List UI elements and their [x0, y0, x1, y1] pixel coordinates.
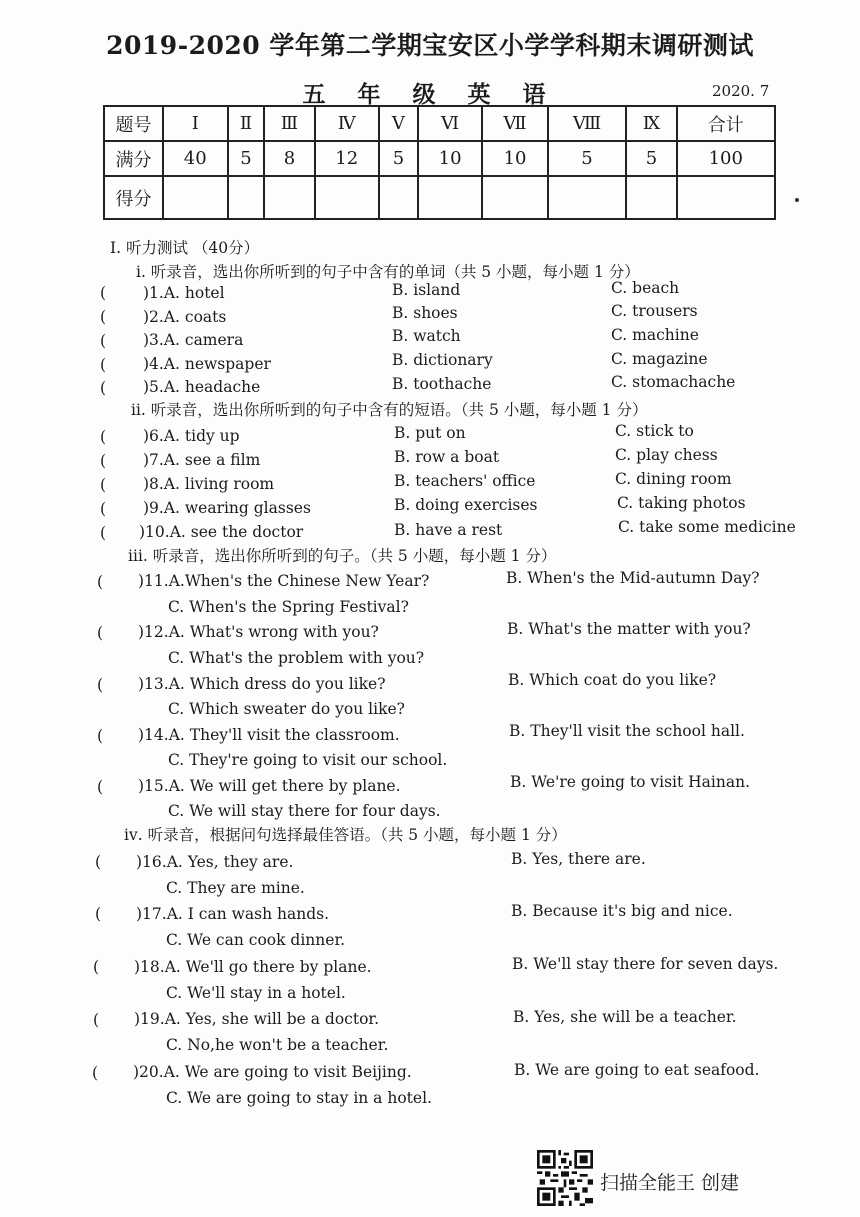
score-table-header-cell: Ⅳ [315, 106, 380, 141]
exam-title: 2019-2020 学年第二学期宝安区小学学科期末调研测试 [106, 31, 754, 60]
score-table-header-cell: Ⅱ [228, 106, 265, 141]
option-c: C. We'll stay in a hotel. [166, 984, 346, 1002]
option-b: B. They'll visit the school hall. [509, 722, 745, 740]
score-table-header-cell: Ⅲ [264, 106, 314, 141]
option-b: B. Yes, there are. [511, 850, 646, 868]
answer-blank[interactable]: ( [95, 905, 102, 923]
answer-blank[interactable]: ( [97, 778, 104, 796]
option-a: )19.A. Yes, she will be a doctor. [134, 1010, 380, 1028]
option-c: C. take some medicine [618, 518, 796, 536]
option-b: B. island [392, 281, 461, 299]
score-table-header-cell: Ⅴ [379, 106, 418, 141]
option-c: C. stomachache [611, 373, 736, 391]
option-a: )4.A. newspaper [143, 355, 271, 373]
score-table-header-cell: Ⅸ [626, 106, 676, 141]
answer-blank[interactable]: ( [100, 524, 107, 542]
option-c: C. They are mine. [166, 879, 305, 897]
answer-blank[interactable]: ( [93, 1011, 100, 1029]
score-input-cell[interactable] [626, 176, 676, 219]
option-a: )18.A. We'll go there by plane. [134, 958, 372, 976]
score-input-cell[interactable] [315, 176, 380, 219]
option-c: C. What's the problem with you? [168, 649, 425, 667]
option-a: )2.A. coats [143, 308, 227, 326]
option-c: C. machine [611, 326, 699, 344]
score-table-header-cell: Ⅵ [418, 106, 483, 141]
score-table [103, 105, 776, 220]
answer-blank[interactable]: ( [97, 573, 104, 591]
score-table-cell: 5 [228, 141, 265, 176]
answer-blank[interactable]: ( [100, 379, 107, 397]
part-i-title: ⅰ. 听录音，选出你所听到的句子中含有的单词（共 5 小题，每小题 1 分） [136, 263, 640, 281]
option-a: )9.A. wearing glasses [143, 499, 311, 517]
option-a: )16.A. Yes, they are. [136, 853, 294, 871]
score-table-cell: 5 [379, 141, 418, 176]
section-title: Ⅰ. 听力测试 （40分） [110, 239, 260, 257]
option-c: C. When's the Spring Festival? [168, 598, 409, 616]
option-a: )14.A. They'll visit the classroom. [138, 726, 400, 744]
option-c: C. taking photos [617, 494, 746, 512]
score-table-row-label: 满分 [104, 141, 163, 176]
option-b: B. dictionary [392, 351, 493, 369]
option-c: C. beach [611, 279, 680, 297]
part-iii-title: ⅲ. 听录音，选出你所听到的句子。（共 5 小题，每小题 1 分） [128, 547, 557, 565]
score-table-header-cell: Ⅷ [548, 106, 627, 141]
option-a: )17.A. I can wash hands. [136, 905, 330, 923]
score-input-cell[interactable] [418, 176, 483, 219]
option-b: B. teachers' office [394, 472, 536, 490]
score-table-cell: 5 [626, 141, 676, 176]
option-c: C. Which sweater do you like? [168, 700, 405, 718]
answer-blank[interactable]: ( [100, 476, 107, 494]
score-table-row-score [104, 176, 775, 219]
option-a: )20.A. We are going to visit Beijing. [133, 1063, 412, 1081]
option-b: B. row a boat [394, 448, 500, 466]
option-b: B. When's the Mid-autumn Day? [506, 569, 760, 587]
option-b: B. doing exercises [394, 496, 538, 514]
option-a: )1.A. hotel [143, 284, 225, 302]
score-input-cell[interactable] [228, 176, 265, 219]
score-table-row-label: 题号 [104, 106, 163, 141]
part-iv-title: ⅳ. 听录音，根据问句选择最佳答语。（共 5 小题，每小题 1 分） [124, 826, 567, 844]
option-b: B. put on [394, 424, 466, 442]
scanner-watermark-text: 扫描全能王 创建 [600, 1172, 740, 1194]
score-table-cell: 5 [548, 141, 627, 176]
option-b: B. toothache [392, 375, 492, 393]
score-table-cell: 100 [677, 141, 776, 176]
answer-blank[interactable]: ( [100, 284, 107, 302]
score-table-row-label: 得分 [104, 176, 163, 219]
answer-blank[interactable]: ( [100, 500, 107, 518]
option-a: )12.A. What's wrong with you? [138, 623, 379, 641]
score-table-cell: 10 [418, 141, 483, 176]
answer-blank[interactable]: ( [95, 853, 102, 871]
option-c: C. No,he won't be a teacher. [166, 1036, 389, 1054]
option-c: C. We will stay there for four days. [168, 802, 441, 820]
option-a: )11.A.When's the Chinese New Year? [138, 572, 430, 590]
answer-blank[interactable]: ( [92, 1064, 99, 1082]
option-b: B. have a rest [394, 521, 503, 539]
option-b: B. shoes [392, 304, 458, 322]
option-a: )13.A. Which dress do you like? [138, 675, 386, 693]
option-a: )5.A. headache [143, 378, 261, 396]
score-input-cell[interactable] [379, 176, 418, 219]
option-b: B. Which coat do you like? [508, 671, 717, 689]
option-a: )3.A. camera [143, 331, 244, 349]
option-c: C. magazine [611, 350, 708, 368]
exam-subtitle: 五 年 级 英 语 [302, 81, 558, 108]
answer-blank[interactable]: ( [100, 428, 107, 446]
option-c: C. stick to [615, 422, 694, 440]
option-c: C. We can cook dinner. [166, 931, 346, 949]
score-table-row-number [104, 106, 775, 141]
score-table-header-cell: Ⅶ [482, 106, 547, 141]
score-table-header-cell: 合计 [677, 106, 776, 141]
score-input-cell[interactable] [548, 176, 627, 219]
option-c: C. dining room [615, 470, 732, 488]
part-ii-title: ⅱ. 听录音，选出你所听到的句子中含有的短语。（共 5 小题，每小题 1 分） [131, 401, 648, 419]
answer-blank[interactable]: ( [100, 452, 107, 470]
option-c: C. play chess [615, 446, 718, 464]
option-b: B. We'll stay there for seven days. [512, 955, 779, 973]
qr-code-icon [537, 1150, 593, 1206]
answer-blank[interactable]: ( [97, 727, 104, 745]
score-input-cell[interactable] [163, 176, 228, 219]
answer-blank[interactable]: ( [100, 332, 107, 350]
option-a: )6.A. tidy up [143, 427, 240, 445]
option-b: B. watch [392, 327, 461, 345]
option-a: )7.A. see a film [143, 451, 261, 469]
answer-blank[interactable]: ( [97, 676, 104, 694]
scan-speck [795, 198, 799, 202]
answer-blank[interactable]: ( [93, 958, 100, 976]
score-input-cell[interactable] [482, 176, 547, 219]
option-b: B. We are going to eat seafood. [514, 1061, 760, 1079]
score-table-row-full-marks [104, 141, 775, 176]
option-c: C. We are going to stay in a hotel. [166, 1089, 432, 1107]
score-input-cell[interactable] [264, 176, 314, 219]
answer-blank[interactable]: ( [100, 308, 107, 326]
score-table-header-cell: Ⅰ [163, 106, 228, 141]
answer-blank[interactable]: ( [100, 356, 107, 374]
option-c: C. trousers [611, 302, 698, 320]
score-table-cell: 10 [482, 141, 547, 176]
exam-date: 2020. 7 [712, 82, 770, 100]
answer-blank[interactable]: ( [97, 624, 104, 642]
option-b: B. What's the matter with you? [507, 620, 751, 638]
option-b: B. Yes, she will be a teacher. [513, 1008, 737, 1026]
option-a: )8.A. living room [143, 475, 275, 493]
option-a: )10.A. see the doctor [139, 523, 304, 541]
option-a: )15.A. We will get there by plane. [138, 777, 401, 795]
score-table-cell: 40 [163, 141, 228, 176]
option-c: C. They're going to visit our school. [168, 751, 448, 769]
option-b: B. We're going to visit Hainan. [510, 773, 751, 791]
score-table-cell: 8 [264, 141, 314, 176]
score-input-cell[interactable] [677, 176, 776, 219]
option-b: B. Because it's big and nice. [511, 902, 733, 920]
score-table-cell: 12 [315, 141, 380, 176]
